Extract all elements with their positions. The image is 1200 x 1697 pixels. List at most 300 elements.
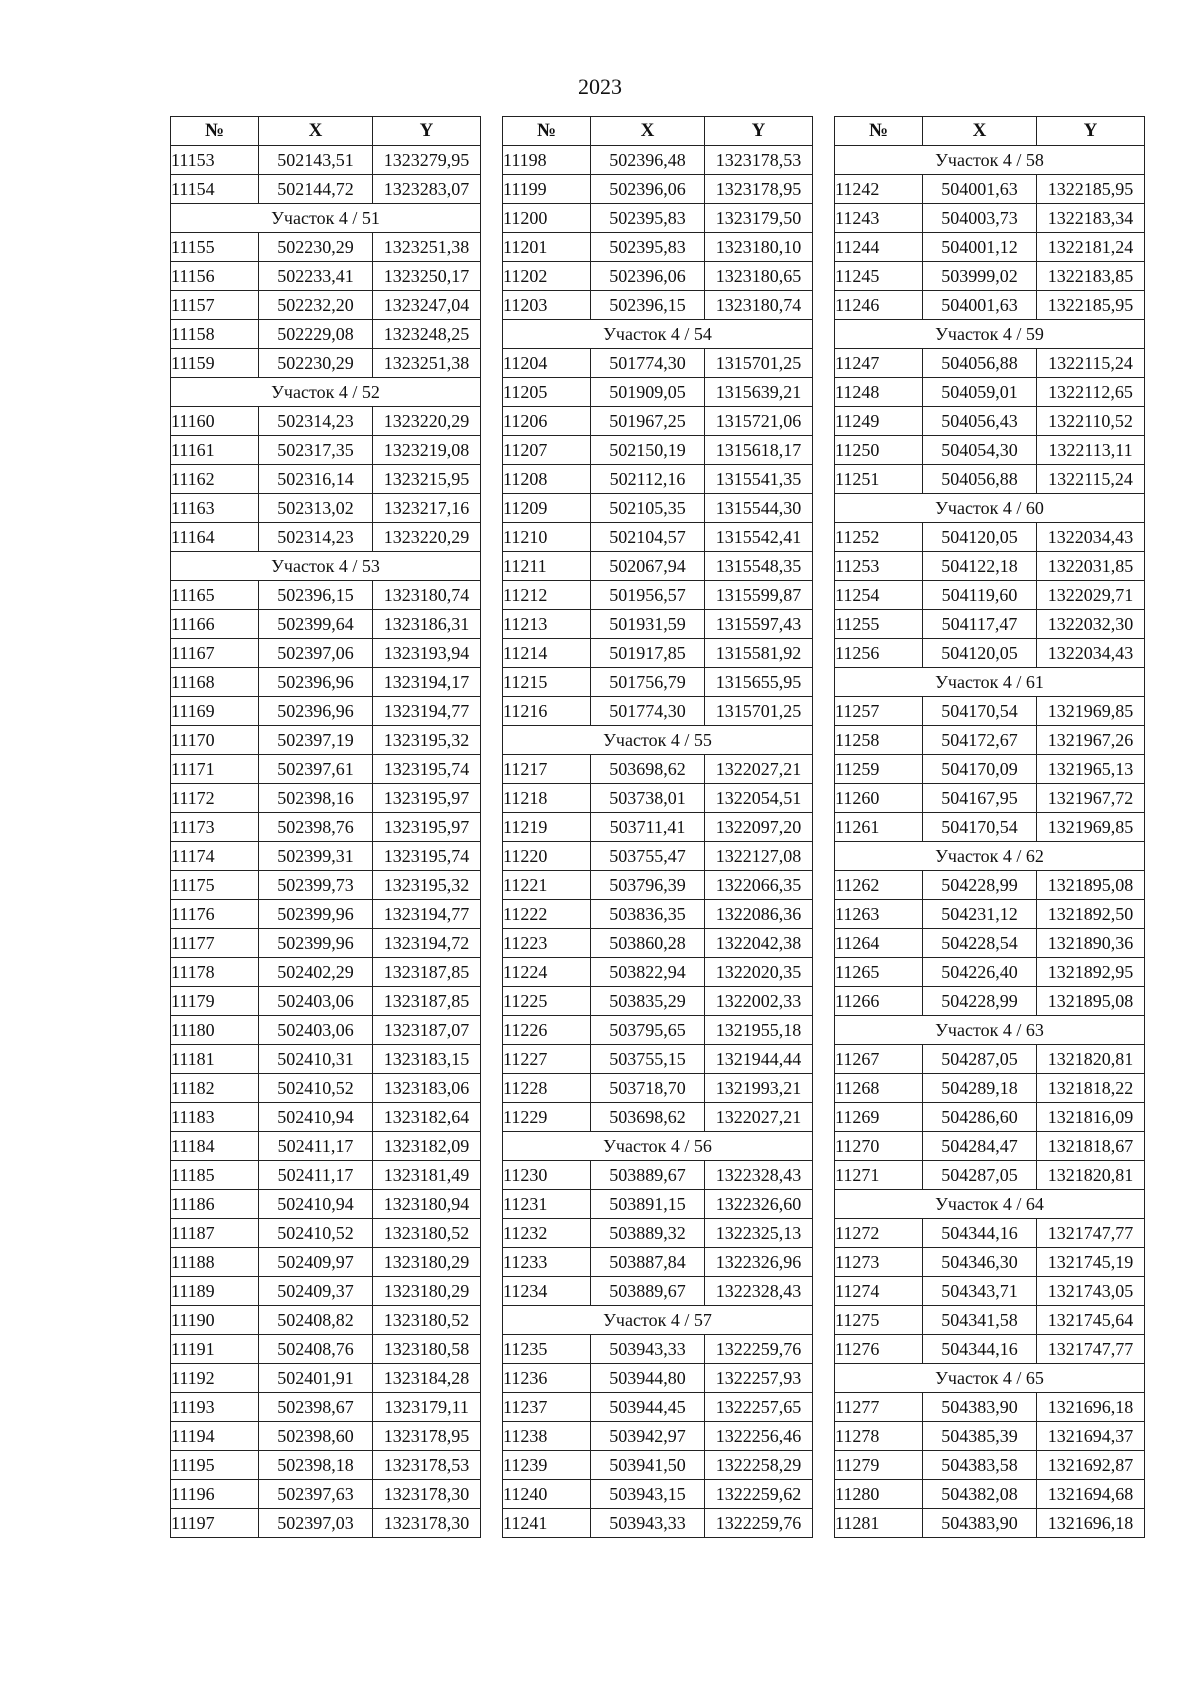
- section-row: [171, 378, 481, 407]
- x-coordinate: 504383,90: [923, 1509, 1037, 1538]
- x-coordinate: 502396,96: [259, 668, 373, 697]
- table-row: [503, 1190, 813, 1219]
- x-coordinate: 504226,40: [923, 958, 1037, 987]
- point-number: 11197: [171, 1509, 259, 1538]
- x-coordinate: 503891,15: [591, 1190, 705, 1219]
- section-row: [503, 320, 813, 349]
- point-number: 11190: [171, 1306, 259, 1335]
- y-coordinate: 1322258,29: [705, 1451, 813, 1480]
- x-coordinate: 502403,06: [259, 987, 373, 1016]
- section-title: Участок 4 / 61: [835, 668, 1145, 697]
- x-coordinate: 504286,60: [923, 1103, 1037, 1132]
- point-number: 11160: [171, 407, 259, 436]
- point-number: 11164: [171, 523, 259, 552]
- point-number: 11188: [171, 1248, 259, 1277]
- table-row: [835, 1393, 1145, 1422]
- point-number: 11169: [171, 697, 259, 726]
- point-number: 11225: [503, 987, 591, 1016]
- x-coordinate: 504344,16: [923, 1335, 1037, 1364]
- y-coordinate: 1323220,29: [373, 523, 481, 552]
- table-row: [835, 1248, 1145, 1277]
- point-number: 11222: [503, 900, 591, 929]
- point-number: 11177: [171, 929, 259, 958]
- table-row: [835, 378, 1145, 407]
- table-row: [503, 610, 813, 639]
- point-number: 11279: [835, 1451, 923, 1480]
- point-number: 11204: [503, 349, 591, 378]
- point-number: 11212: [503, 581, 591, 610]
- y-coordinate: 1322257,65: [705, 1393, 813, 1422]
- y-coordinate: 1321743,05: [1037, 1277, 1145, 1306]
- point-number: 11154: [171, 175, 259, 204]
- point-number: 11278: [835, 1422, 923, 1451]
- x-coordinate: 502399,73: [259, 871, 373, 900]
- point-number: 11238: [503, 1422, 591, 1451]
- y-coordinate: 1315655,95: [705, 668, 813, 697]
- point-number: 11210: [503, 523, 591, 552]
- y-coordinate: 1323247,04: [373, 291, 481, 320]
- y-coordinate: 1322115,24: [1037, 465, 1145, 494]
- table-row: [503, 1074, 813, 1103]
- x-coordinate: 502233,41: [259, 262, 373, 291]
- x-coordinate: 501909,05: [591, 378, 705, 407]
- point-number: 11269: [835, 1103, 923, 1132]
- y-coordinate: 1323215,95: [373, 465, 481, 494]
- y-coordinate: 1323251,38: [373, 349, 481, 378]
- table-row: [171, 1277, 481, 1306]
- section-row: [835, 494, 1145, 523]
- point-number: 11166: [171, 610, 259, 639]
- table-row: [503, 1277, 813, 1306]
- y-coordinate: 1322326,96: [705, 1248, 813, 1277]
- table-row: [171, 813, 481, 842]
- point-number: 11228: [503, 1074, 591, 1103]
- table-row: [503, 668, 813, 697]
- table-row: [503, 871, 813, 900]
- y-coordinate: 1323180,58: [373, 1335, 481, 1364]
- point-number: 11251: [835, 465, 923, 494]
- x-coordinate: 501931,59: [591, 610, 705, 639]
- y-coordinate: 1322326,60: [705, 1190, 813, 1219]
- table-row: [835, 291, 1145, 320]
- x-coordinate: 502410,52: [259, 1074, 373, 1103]
- x-coordinate: 503835,29: [591, 987, 705, 1016]
- table-row: [835, 262, 1145, 291]
- table-row: [503, 1045, 813, 1074]
- point-number: 11183: [171, 1103, 259, 1132]
- x-coordinate: 502409,97: [259, 1248, 373, 1277]
- point-number: 11230: [503, 1161, 591, 1190]
- y-coordinate: 1323180,74: [705, 291, 813, 320]
- table-row: [835, 929, 1145, 958]
- coordinates-table-3: [834, 116, 1145, 1538]
- table-row: [503, 1509, 813, 1538]
- coordinates-table-1: [170, 116, 481, 1538]
- y-coordinate: 1322127,08: [705, 842, 813, 871]
- point-number: 11174: [171, 842, 259, 871]
- y-coordinate: 1323250,17: [373, 262, 481, 291]
- y-coordinate: 1323180,10: [705, 233, 813, 262]
- y-coordinate: 1322112,65: [1037, 378, 1145, 407]
- x-coordinate: 502396,15: [591, 291, 705, 320]
- table-row: [171, 1364, 481, 1393]
- point-number: 11179: [171, 987, 259, 1016]
- x-coordinate: 502398,60: [259, 1422, 373, 1451]
- table-row: [171, 929, 481, 958]
- x-coordinate: 502232,20: [259, 291, 373, 320]
- x-coordinate: 503944,45: [591, 1393, 705, 1422]
- point-number: 11246: [835, 291, 923, 320]
- point-number: 11276: [835, 1335, 923, 1364]
- table-row: [503, 1016, 813, 1045]
- point-number: 11194: [171, 1422, 259, 1451]
- y-coordinate: 1315721,06: [705, 407, 813, 436]
- point-number: 11214: [503, 639, 591, 668]
- table-row: [171, 1103, 481, 1132]
- x-coordinate: 504383,58: [923, 1451, 1037, 1480]
- point-number: 11198: [503, 146, 591, 175]
- x-coordinate: 503755,47: [591, 842, 705, 871]
- table-row: [171, 726, 481, 755]
- y-coordinate: 1315581,92: [705, 639, 813, 668]
- point-number: 11272: [835, 1219, 923, 1248]
- section-title: Участок 4 / 64: [835, 1190, 1145, 1219]
- point-number: 11216: [503, 697, 591, 726]
- y-coordinate: 1315618,17: [705, 436, 813, 465]
- table-row: [503, 1161, 813, 1190]
- table-row: [835, 1451, 1145, 1480]
- point-number: 11157: [171, 291, 259, 320]
- x-coordinate: 501774,30: [591, 349, 705, 378]
- y-coordinate: 1323182,64: [373, 1103, 481, 1132]
- y-coordinate: 1323194,17: [373, 668, 481, 697]
- section-title: Участок 4 / 59: [835, 320, 1145, 349]
- table-row: [503, 784, 813, 813]
- table-row: [835, 465, 1145, 494]
- y-coordinate: 1323180,29: [373, 1277, 481, 1306]
- x-coordinate: 503999,02: [923, 262, 1037, 291]
- point-number: 11208: [503, 465, 591, 494]
- table-row: [171, 987, 481, 1016]
- section-title: Участок 4 / 60: [835, 494, 1145, 523]
- y-coordinate: 1321696,18: [1037, 1509, 1145, 1538]
- x-coordinate: 504120,05: [923, 639, 1037, 668]
- point-number: 11257: [835, 697, 923, 726]
- y-coordinate: 1323193,94: [373, 639, 481, 668]
- y-coordinate: 1323179,50: [705, 204, 813, 233]
- table-row: [835, 1335, 1145, 1364]
- y-coordinate: 1321696,18: [1037, 1393, 1145, 1422]
- x-coordinate: 504056,88: [923, 349, 1037, 378]
- x-coordinate: 502399,96: [259, 900, 373, 929]
- x-coordinate: 503796,39: [591, 871, 705, 900]
- point-number: 11203: [503, 291, 591, 320]
- table-row: [171, 639, 481, 668]
- point-number: 11226: [503, 1016, 591, 1045]
- table-row: [171, 291, 481, 320]
- point-number: 11281: [835, 1509, 923, 1538]
- point-number: 11167: [171, 639, 259, 668]
- section-title: Участок 4 / 54: [503, 320, 813, 349]
- x-coordinate: 503836,35: [591, 900, 705, 929]
- x-coordinate: 504003,73: [923, 204, 1037, 233]
- y-coordinate: 1321969,85: [1037, 813, 1145, 842]
- x-coordinate: 504385,39: [923, 1422, 1037, 1451]
- y-coordinate: 1323251,38: [373, 233, 481, 262]
- y-coordinate: 1323195,32: [373, 726, 481, 755]
- table-row: [171, 436, 481, 465]
- x-coordinate: 501967,25: [591, 407, 705, 436]
- table-row: [835, 1306, 1145, 1335]
- x-coordinate: 504056,88: [923, 465, 1037, 494]
- x-coordinate: 504341,58: [923, 1306, 1037, 1335]
- table-row: [503, 1335, 813, 1364]
- point-number: 11206: [503, 407, 591, 436]
- y-coordinate: 1321965,13: [1037, 755, 1145, 784]
- table-row: [503, 1393, 813, 1422]
- y-coordinate: 1315548,35: [705, 552, 813, 581]
- y-coordinate: 1323180,29: [373, 1248, 481, 1277]
- point-number: 11255: [835, 610, 923, 639]
- section-title: Участок 4 / 65: [835, 1364, 1145, 1393]
- table-row: [835, 233, 1145, 262]
- point-number: 11234: [503, 1277, 591, 1306]
- section-row: [503, 1132, 813, 1161]
- y-coordinate: 1322027,21: [705, 1103, 813, 1132]
- point-number: 11235: [503, 1335, 591, 1364]
- y-coordinate: 1322259,62: [705, 1480, 813, 1509]
- x-coordinate: 502402,29: [259, 958, 373, 987]
- table-row: [835, 1103, 1145, 1132]
- y-coordinate: 1321818,22: [1037, 1074, 1145, 1103]
- y-coordinate: 1323195,74: [373, 842, 481, 871]
- y-coordinate: 1323186,31: [373, 610, 481, 639]
- point-number: 11233: [503, 1248, 591, 1277]
- x-coordinate: 502314,23: [259, 407, 373, 436]
- y-coordinate: 1321820,81: [1037, 1161, 1145, 1190]
- table-row: [171, 1248, 481, 1277]
- table-row: [171, 262, 481, 291]
- y-coordinate: 1323283,07: [373, 175, 481, 204]
- x-coordinate: 502398,67: [259, 1393, 373, 1422]
- table-row: [503, 755, 813, 784]
- table-row: [503, 1219, 813, 1248]
- y-coordinate: 1321692,87: [1037, 1451, 1145, 1480]
- header-x: X: [591, 117, 705, 146]
- point-number: 11274: [835, 1277, 923, 1306]
- section-title: Участок 4 / 55: [503, 726, 813, 755]
- y-coordinate: 1323279,95: [373, 146, 481, 175]
- point-number: 11227: [503, 1045, 591, 1074]
- point-number: 11201: [503, 233, 591, 262]
- header-number: №: [835, 117, 923, 146]
- x-coordinate: 503887,84: [591, 1248, 705, 1277]
- table-row: [835, 610, 1145, 639]
- x-coordinate: 504344,16: [923, 1219, 1037, 1248]
- header-y: Y: [705, 117, 813, 146]
- table-row: [835, 900, 1145, 929]
- table-row: [835, 175, 1145, 204]
- y-coordinate: 1323187,07: [373, 1016, 481, 1045]
- point-number: 11199: [503, 175, 591, 204]
- point-number: 11205: [503, 378, 591, 407]
- table-row: [835, 436, 1145, 465]
- section-row: [835, 320, 1145, 349]
- section-row: [171, 204, 481, 233]
- header-number: №: [503, 117, 591, 146]
- point-number: 11258: [835, 726, 923, 755]
- table-row: [503, 1364, 813, 1393]
- section-row: [503, 726, 813, 755]
- x-coordinate: 502398,18: [259, 1451, 373, 1480]
- coordinates-table-2: [502, 116, 813, 1538]
- y-coordinate: 1322115,24: [1037, 349, 1145, 378]
- y-coordinate: 1321747,77: [1037, 1219, 1145, 1248]
- y-coordinate: 1322259,76: [705, 1509, 813, 1538]
- table-row: [171, 697, 481, 726]
- point-number: 11185: [171, 1161, 259, 1190]
- point-number: 11180: [171, 1016, 259, 1045]
- y-coordinate: 1322031,85: [1037, 552, 1145, 581]
- point-number: 11171: [171, 755, 259, 784]
- x-coordinate: 504167,95: [923, 784, 1037, 813]
- point-number: 11207: [503, 436, 591, 465]
- y-coordinate: 1321745,19: [1037, 1248, 1145, 1277]
- y-coordinate: 1321895,08: [1037, 871, 1145, 900]
- y-coordinate: 1323178,95: [373, 1422, 481, 1451]
- table-row: [171, 842, 481, 871]
- y-coordinate: 1321747,77: [1037, 1335, 1145, 1364]
- x-coordinate: 503943,15: [591, 1480, 705, 1509]
- point-number: 11237: [503, 1393, 591, 1422]
- table-row: [835, 726, 1145, 755]
- x-coordinate: 503943,33: [591, 1509, 705, 1538]
- x-coordinate: 502408,76: [259, 1335, 373, 1364]
- x-coordinate: 502397,19: [259, 726, 373, 755]
- section-row: [171, 552, 481, 581]
- x-coordinate: 504122,18: [923, 552, 1037, 581]
- x-coordinate: 504382,08: [923, 1480, 1037, 1509]
- x-coordinate: 503755,15: [591, 1045, 705, 1074]
- table-row: [171, 958, 481, 987]
- y-coordinate: 1322032,30: [1037, 610, 1145, 639]
- x-coordinate: 504228,54: [923, 929, 1037, 958]
- point-number: 11275: [835, 1306, 923, 1335]
- table-row: [503, 1480, 813, 1509]
- table-row: [835, 755, 1145, 784]
- point-number: 11184: [171, 1132, 259, 1161]
- x-coordinate: 502316,14: [259, 465, 373, 494]
- point-number: 11256: [835, 639, 923, 668]
- table-row: [171, 465, 481, 494]
- table-row: [171, 233, 481, 262]
- x-coordinate: 503943,33: [591, 1335, 705, 1364]
- x-coordinate: 503718,70: [591, 1074, 705, 1103]
- table-row: [835, 1045, 1145, 1074]
- table-row: [503, 262, 813, 291]
- table-row: [503, 465, 813, 494]
- point-number: 11168: [171, 668, 259, 697]
- x-coordinate: 502397,61: [259, 755, 373, 784]
- y-coordinate: 1322054,51: [705, 784, 813, 813]
- point-number: 11250: [835, 436, 923, 465]
- y-coordinate: 1323187,85: [373, 958, 481, 987]
- y-coordinate: 1321895,08: [1037, 987, 1145, 1016]
- table-row: [503, 146, 813, 175]
- x-coordinate: 504343,71: [923, 1277, 1037, 1306]
- table-row: [171, 784, 481, 813]
- y-coordinate: 1323178,30: [373, 1480, 481, 1509]
- point-number: 11231: [503, 1190, 591, 1219]
- table-row: [171, 407, 481, 436]
- point-number: 11193: [171, 1393, 259, 1422]
- table-row: [171, 349, 481, 378]
- x-coordinate: 503711,41: [591, 813, 705, 842]
- y-coordinate: 1322097,20: [705, 813, 813, 842]
- point-number: 11221: [503, 871, 591, 900]
- y-coordinate: 1323180,65: [705, 262, 813, 291]
- x-coordinate: 502105,35: [591, 494, 705, 523]
- table-row: [503, 349, 813, 378]
- y-coordinate: 1323178,30: [373, 1509, 481, 1538]
- table-row: [503, 436, 813, 465]
- section-title: Участок 4 / 62: [835, 842, 1145, 871]
- point-number: 11277: [835, 1393, 923, 1422]
- y-coordinate: 1322181,24: [1037, 233, 1145, 262]
- y-coordinate: 1323187,85: [373, 987, 481, 1016]
- point-number: 11181: [171, 1045, 259, 1074]
- y-coordinate: 1323184,28: [373, 1364, 481, 1393]
- table-row: [835, 697, 1145, 726]
- x-coordinate: 504231,12: [923, 900, 1037, 929]
- x-coordinate: 503822,94: [591, 958, 705, 987]
- table-row: [171, 494, 481, 523]
- y-coordinate: 1322042,38: [705, 929, 813, 958]
- y-coordinate: 1321820,81: [1037, 1045, 1145, 1074]
- section-row: [835, 1364, 1145, 1393]
- y-coordinate: 1322185,95: [1037, 175, 1145, 204]
- y-coordinate: 1323180,52: [373, 1306, 481, 1335]
- y-coordinate: 1323220,29: [373, 407, 481, 436]
- x-coordinate: 504289,18: [923, 1074, 1037, 1103]
- x-coordinate: 502112,16: [591, 465, 705, 494]
- y-coordinate: 1323180,52: [373, 1219, 481, 1248]
- header-y: Y: [1037, 117, 1145, 146]
- x-coordinate: 502410,31: [259, 1045, 373, 1074]
- y-coordinate: 1315701,25: [705, 697, 813, 726]
- section-row: [835, 1190, 1145, 1219]
- y-coordinate: 1321745,64: [1037, 1306, 1145, 1335]
- y-coordinate: 1322185,95: [1037, 291, 1145, 320]
- point-number: 11170: [171, 726, 259, 755]
- x-coordinate: 504117,47: [923, 610, 1037, 639]
- point-number: 11182: [171, 1074, 259, 1103]
- y-coordinate: 1315542,41: [705, 523, 813, 552]
- x-coordinate: 503698,62: [591, 1103, 705, 1132]
- table-row: [171, 320, 481, 349]
- x-coordinate: 502399,31: [259, 842, 373, 871]
- y-coordinate: 1323178,53: [705, 146, 813, 175]
- point-number: 11176: [171, 900, 259, 929]
- y-coordinate: 1323217,16: [373, 494, 481, 523]
- point-number: 11186: [171, 1190, 259, 1219]
- point-number: 11156: [171, 262, 259, 291]
- y-coordinate: 1323181,49: [373, 1161, 481, 1190]
- table-row: [503, 552, 813, 581]
- x-coordinate: 502410,52: [259, 1219, 373, 1248]
- y-coordinate: 1323183,15: [373, 1045, 481, 1074]
- point-number: 11189: [171, 1277, 259, 1306]
